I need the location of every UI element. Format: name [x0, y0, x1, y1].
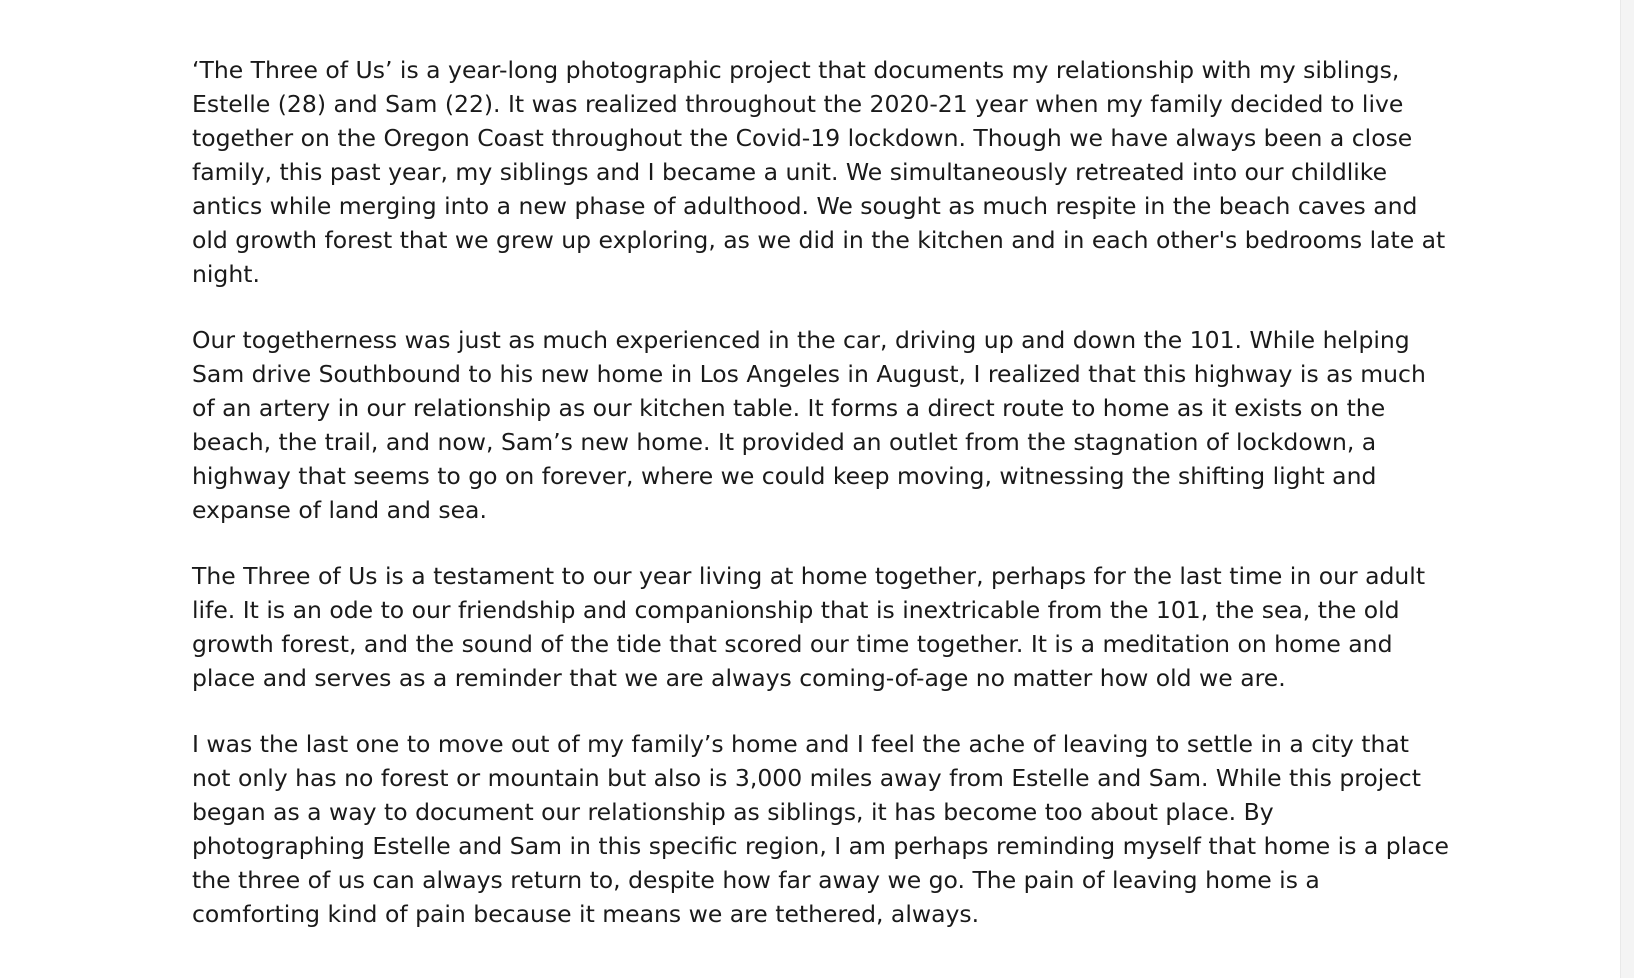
vertical-scrollbar[interactable]: [1620, 0, 1634, 978]
article-paragraph-3: The Three of Us is a testament to our year living at home together, perhaps for the last time in our adult life. It is an ode to our friendship and companionship that is inextricable from the 101, the sea, the old growth forest, and the sound of the tide that scored our time together. It is a meditation on home and place and serves as a reminder that we are always coming-of-age no matter how old we are.: [192, 562, 1426, 692]
article-paragraph-1: ‘The Three of Us’ is a year-long photographic project that documents my relationship with my siblings, Estelle (28) and Sam (22). It was realized throughout the 2020-21 year when my family decided to live together on the Oregon Coast throughout the Covid-19 lockdown. Though we have always been a close family, this past year, my siblings and I became a unit. We simultaneously retreated into our childlike antics while merging into a new phase of adulthood. We sought as much respite in the beach caves and old growth forest that we grew up exploring, as we did in the kitchen and in each other's bedrooms late at night.: [192, 56, 1446, 288]
article-body: [192, 53, 1452, 963]
article-paragraph-2: Our togetherness was just as much experienced in the car, driving up and down the 101. While helping Sam drive Southbound to his new home in Los Angeles in August, I realized that this highway is as much of an artery in our relationship as our kitchen table. It forms a direct route to home as it exists on the beach, the trail, and now, Sam’s new home. It provided an outlet from the stagnation of lockdown, a highway that seems to go on forever, where we could keep moving, witnessing the shifting light and expanse of land and sea.: [192, 326, 1426, 524]
article-paragraph-4: I was the last one to move out of my family’s home and I feel the ache of leaving to settle in a city that not only has no forest or mountain but also is 3,000 miles away from Estelle and Sam. While this project began as a way to document our relationship as siblings, it has become too about place. By photographing Estelle and Sam in this specific region, I am perhaps reminding myself that home is a place the three of us can always return to, despite how far away we go. The pain of leaving home is a comforting kind of pain because it means we are tethered, always.: [192, 730, 1450, 928]
